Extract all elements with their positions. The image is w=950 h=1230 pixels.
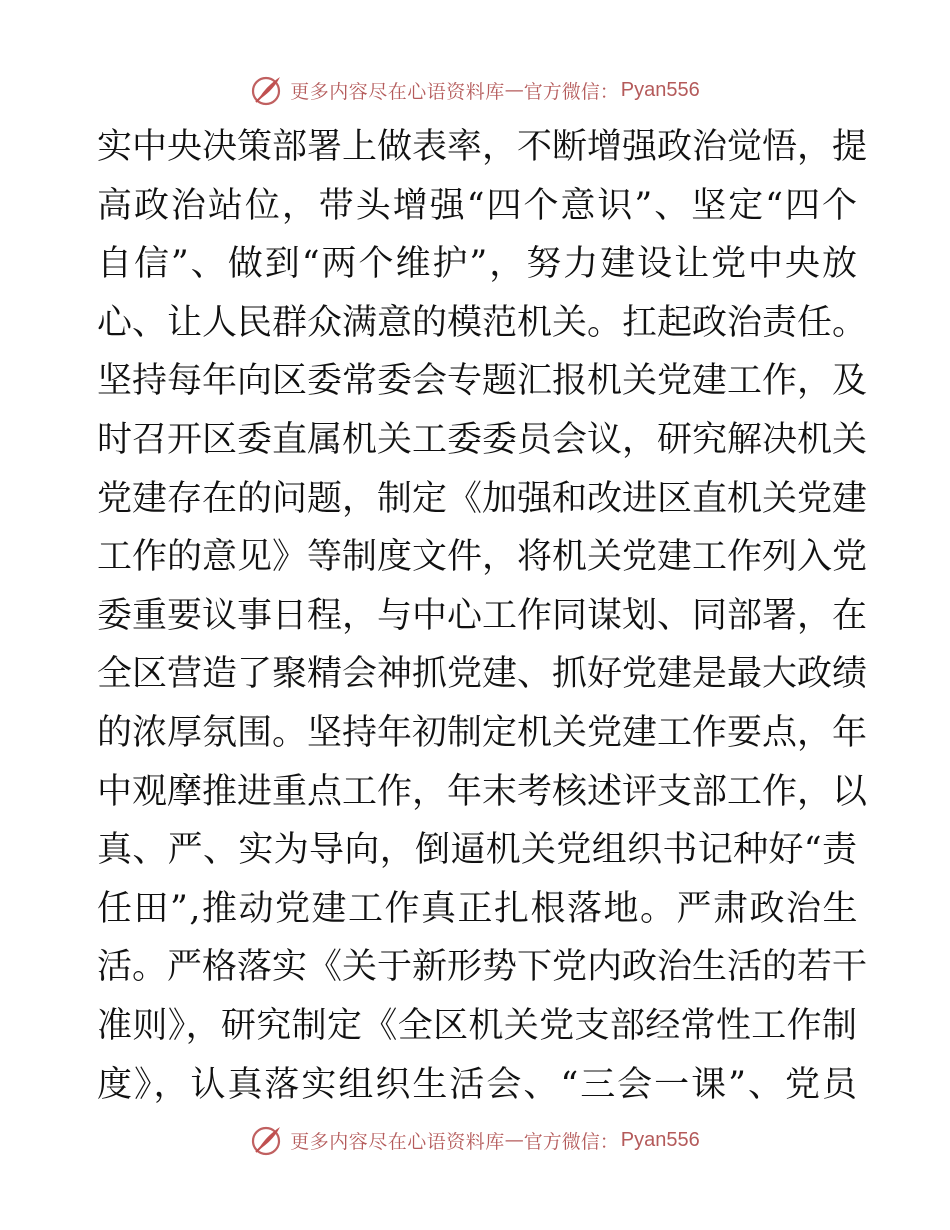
text-line: 高政治站位，带头增强“四个意识”、坚定“四个 <box>97 185 857 226</box>
text-line: 的浓厚氛围。坚持年初制定机关党建工作要点，年 <box>97 712 868 753</box>
watermark-main-text: 更多内容尽在心语资料库 <box>290 1130 505 1153</box>
text-line: 实中央决策部署上做表率，不断增强政治觉悟，提 <box>97 127 868 167</box>
watermark-main-text: 更多内容尽在心语资料库 <box>290 80 505 103</box>
header-watermark <box>0 70 950 110</box>
watermark-wechat-id: Pyan556 <box>620 1128 700 1151</box>
text-line: 全区营造了聚精会神抓党建、抓好党建是最大政绩 <box>97 654 868 695</box>
watermark-separator: — <box>504 1129 524 1151</box>
text-line: 工作的意见》等制度文件，将机关党建工作列入党 <box>97 537 868 578</box>
feather-logo-icon <box>250 1123 284 1157</box>
watermark-separator: — <box>504 79 524 101</box>
text-line: 时召开区委直属机关工委委员会议，研究解决机关 <box>97 419 868 460</box>
text-line: 度》，认真落实组织生活会、“三会一课”、党员 <box>97 1064 857 1105</box>
body-paragraph <box>97 118 868 1114</box>
watermark-wechat-id: Pyan556 <box>620 78 700 101</box>
footer-watermark <box>0 1120 950 1160</box>
text-line: 党建存在的问题，制定《加强和改进区直机关党建 <box>97 478 868 519</box>
text-line: 自信”、做到“两个维护”，努力建设让党中央放 <box>97 244 857 285</box>
text-line: 准则》，研究制定《全区机关党支部经常性工作制 <box>97 1005 857 1046</box>
watermark-wechat-label: 官方微信： <box>523 80 619 103</box>
text-line: 委重要议事日程，与中心工作同谋划、同部署，在 <box>97 595 868 636</box>
text-line: 心、让人民群众满意的模范机关。扛起政治责任。 <box>97 302 868 343</box>
text-line: 中观摩推进重点工作，年末考核述评支部工作，以 <box>97 771 868 812</box>
feather-logo-icon <box>250 73 284 107</box>
text-line: 任田”,推动党建工作真正扎根落地。严肃政治生 <box>97 888 860 929</box>
text-line: 坚持每年向区委常委会专题汇报机关党建工作，及 <box>97 361 868 402</box>
text-line: 真、严、实为导向，倒逼机关党组织书记种好“责 <box>97 830 857 871</box>
watermark-wechat-label: 官方微信： <box>523 1130 619 1153</box>
text-line: 活。严格落实《关于新形势下党内政治生活的若干 <box>97 947 868 988</box>
